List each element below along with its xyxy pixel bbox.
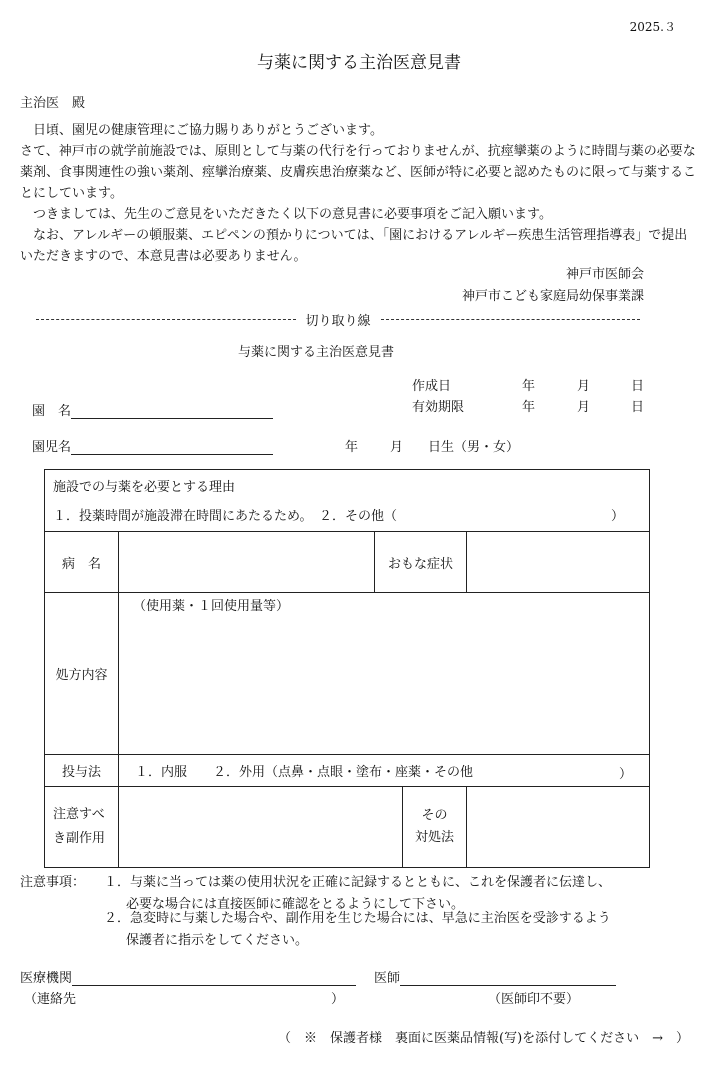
addressee: 主治医 殿 bbox=[20, 96, 86, 111]
opinion-form-table bbox=[44, 469, 650, 868]
birth-month: 月 bbox=[390, 440, 404, 455]
cut-line-label: 切り取り線 bbox=[305, 314, 371, 329]
reason-close: ） bbox=[611, 509, 625, 524]
school-name-label: 園 名 bbox=[32, 404, 72, 419]
symptom-input[interactable] bbox=[467, 532, 650, 593]
disease-input[interactable] bbox=[119, 532, 375, 593]
org-city-department: 神戸市こども家庭局幼保事業課 bbox=[461, 289, 644, 304]
created-date-label: 作成日 bbox=[412, 379, 452, 394]
child-name-label: 園児名 bbox=[32, 440, 72, 455]
org-medical-association: 神戸市医師会 bbox=[565, 267, 644, 282]
side-effect-input[interactable] bbox=[119, 787, 403, 868]
clinic-label: 医療機関 bbox=[20, 971, 73, 986]
method-label: 投与法 bbox=[45, 755, 119, 787]
method-options: １．内服 ２．外用（点鼻・点眼・塗布・座薬・その他 bbox=[135, 765, 474, 780]
side-effect-label-line2: き副作用 bbox=[53, 831, 106, 846]
cut-line-dash-left bbox=[36, 319, 296, 320]
doctor-row bbox=[374, 967, 616, 986]
reason-options-line bbox=[53, 505, 641, 524]
school-name-input[interactable] bbox=[71, 402, 273, 419]
child-name-input[interactable] bbox=[71, 438, 273, 455]
page-title: 与薬に関する主治医意見書 bbox=[257, 53, 461, 73]
remedy-label-line1: その bbox=[421, 808, 448, 823]
created-day: 日 bbox=[631, 379, 645, 394]
contact-open: （連絡先 bbox=[24, 992, 77, 1007]
valid-until-label: 有効期限 bbox=[412, 400, 465, 415]
issue-date: 2025.３ bbox=[629, 20, 676, 34]
clinic-input[interactable] bbox=[72, 969, 356, 986]
birth-day-gender: 日生（男・女） bbox=[428, 440, 520, 455]
cut-line bbox=[36, 310, 640, 329]
prescription-input[interactable] bbox=[119, 593, 650, 755]
method-close: ） bbox=[619, 767, 633, 782]
child-name-row bbox=[32, 436, 273, 455]
cut-line-dash-right bbox=[381, 319, 641, 320]
side-effect-label-line1: 注意すべ bbox=[53, 807, 105, 822]
remedy-input[interactable] bbox=[467, 787, 650, 868]
school-name-row bbox=[32, 400, 273, 419]
letter-paragraph-4: なお、アレルギーの頓服薬、エピペンの預かりについては、「園におけるアレルギー疾患生活管理指導表」で提出いただきますので、本意見書は必要ありません。 bbox=[20, 228, 688, 264]
method-cell[interactable] bbox=[119, 755, 650, 787]
method-row bbox=[45, 755, 650, 787]
created-month: 月 bbox=[577, 379, 591, 394]
disease-label: 病 名 bbox=[45, 532, 119, 593]
footer-note: （ ※ 保護者様 裏面に医薬品情報(写)を添付してください → ） bbox=[278, 1031, 690, 1046]
no-seal-note: （医師印不要） bbox=[488, 992, 580, 1007]
side-effect-row bbox=[45, 787, 650, 868]
side-effect-label bbox=[45, 787, 119, 868]
letter-paragraph-3: つきましては、先生のご意見をいただきたく以下の意見書に必要事項をご記入願います。 bbox=[20, 207, 552, 222]
disease-row bbox=[45, 532, 650, 593]
doctor-input[interactable] bbox=[400, 969, 616, 986]
clinic-row bbox=[20, 967, 356, 986]
valid-day: 日 bbox=[631, 400, 645, 415]
letter-paragraph-1: 日頃、園児の健康管理にご協力賜りありがとうございます。 bbox=[20, 123, 383, 138]
note-2-line-1: ２．急変時に与薬した場合や、副作用を生じた場合には、早急に主治医を受診するよう bbox=[104, 911, 611, 926]
form-title: 与薬に関する主治医意見書 bbox=[238, 345, 395, 360]
prescription-label: 処方内容 bbox=[45, 593, 119, 755]
remedy-label bbox=[403, 787, 467, 868]
letter-paragraph-2: さて、神戸市の就学前施設では、原則として与薬の代行を行っておりませんが、抗痙攣薬のように時間与薬の必要な薬剤、食事関連性の強い薬剤、痙攣治療薬、皮膚疾患治療薬など、医師が特に必要と認めたものに限って与薬することにしています。 bbox=[20, 144, 697, 201]
note-2-line-2: 保護者に指示をしてください。 bbox=[126, 933, 309, 948]
created-year: 年 bbox=[522, 379, 536, 394]
valid-month: 月 bbox=[577, 400, 591, 415]
reason-cell[interactable] bbox=[45, 470, 650, 532]
reason-row bbox=[45, 470, 650, 532]
prescription-hint: （使用薬・１回使用量等） bbox=[133, 599, 290, 614]
prescription-row bbox=[45, 593, 650, 755]
valid-year: 年 bbox=[522, 400, 536, 415]
note-1-line-2: 必要な場合には直接医師に確認をとるようにして下さい。 bbox=[126, 897, 465, 912]
notes-label: 注意事項： bbox=[20, 875, 86, 890]
reason-options: １．投薬時間が施設滞在時間にあたるため。 ２．その他（ bbox=[53, 509, 397, 524]
reason-title: 施設での与薬を必要とする理由 bbox=[53, 480, 236, 495]
contact-close: ） bbox=[331, 992, 345, 1007]
remedy-label-line2: 対処法 bbox=[414, 830, 454, 845]
birth-year: 年 bbox=[345, 440, 359, 455]
doctor-label: 医師 bbox=[374, 971, 401, 986]
note-1-line-1: １．与薬に当っては薬の使用状況を正確に記録するとともに、これを保護者に伝達し、 bbox=[104, 875, 612, 890]
symptom-label: おもな症状 bbox=[375, 532, 467, 593]
